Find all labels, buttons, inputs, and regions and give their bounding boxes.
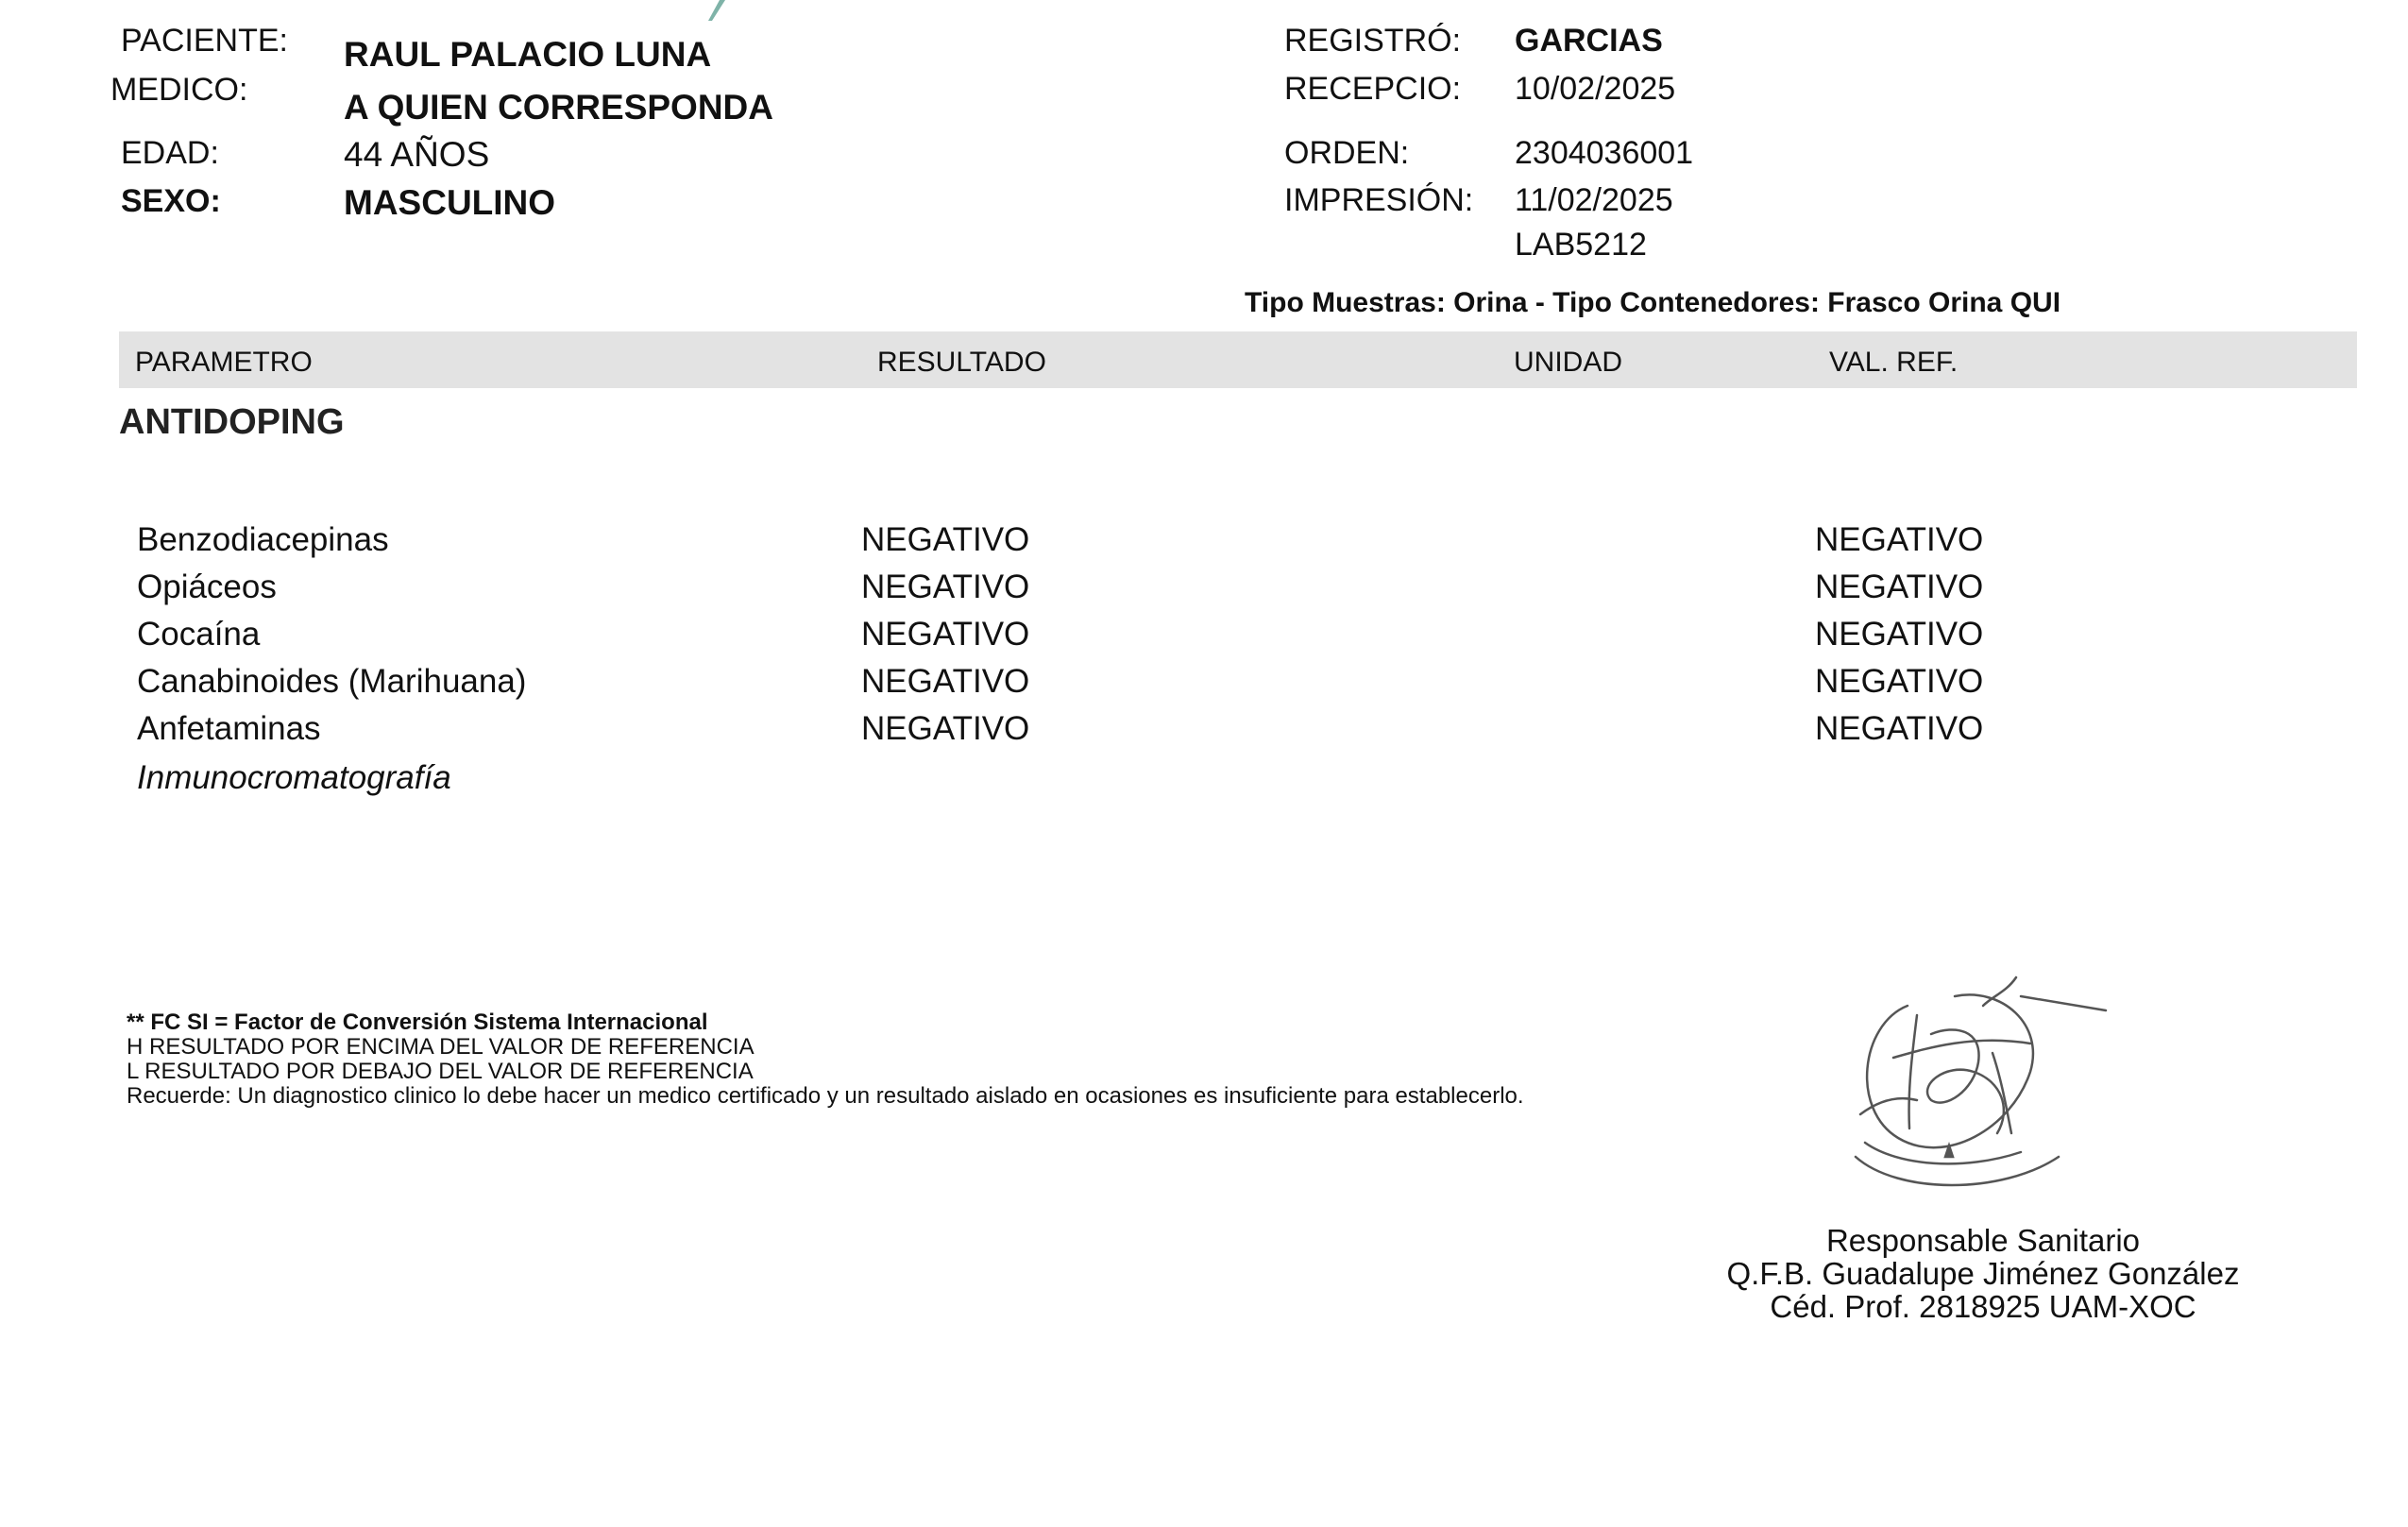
- row-val-ref: NEGATIVO: [1815, 663, 1984, 700]
- responsable-title: Responsable Sanitario: [1825, 1223, 2141, 1258]
- row-parametro: Benzodiacepinas: [137, 521, 389, 558]
- row-resultado: NEGATIVO: [861, 663, 1030, 700]
- sample-info: Tipo Muestras: Orina - Tipo Contenedores: Frasco Orina QUI: [1245, 287, 2061, 318]
- registro-label: REGISTRÓ:: [1284, 23, 1462, 59]
- responsable-license: Céd. Prof. 2818925 UAM-XOC: [1770, 1289, 2196, 1324]
- row-val-ref: NEGATIVO: [1815, 521, 1984, 558]
- paciente-label: PACIENTE:: [121, 23, 288, 59]
- section-title: ANTIDOPING: [119, 402, 345, 442]
- medico-value: A QUIEN CORRESPONDA: [344, 88, 774, 127]
- row-val-ref: NEGATIVO: [1815, 710, 1984, 747]
- note-fc-si: ** FC SI = Factor de Conversión Sistema Internacional: [127, 1010, 708, 1035]
- note-high: H RESULTADO POR ENCIMA DEL VALOR DE REFERENCIA: [127, 1034, 755, 1060]
- footer-notes: [127, 1010, 1524, 1109]
- header-parametro: PARAMETRO: [135, 347, 313, 378]
- responsable-name: Q.F.B. Guadalupe Jiménez González: [1726, 1256, 2240, 1291]
- row-parametro: Cocaína: [137, 616, 261, 653]
- row-parametro: Opiáceos: [137, 568, 277, 605]
- sexo-label: SEXO:: [121, 183, 221, 219]
- table-row: [0, 710, 2408, 757]
- lab-code: LAB5212: [1515, 227, 1647, 263]
- recepcion-value: 10/02/2025: [1515, 71, 1676, 107]
- header-unidad: UNIDAD: [1514, 347, 1623, 378]
- responsable-block: [1681, 1224, 2285, 1323]
- orden-label: ORDEN:: [1284, 135, 1410, 171]
- medico-label: MEDICO:: [110, 72, 248, 108]
- table-row: [0, 568, 2408, 616]
- row-val-ref: NEGATIVO: [1815, 568, 1984, 605]
- signature-image: [1841, 968, 2115, 1199]
- note-disclaimer: Recuerde: Un diagnostico clinico lo debe hacer un medico certificado y un resultado aislado en ocasiones es insuficiente para establecerlo.: [127, 1083, 1524, 1109]
- registro-value: GARCIAS: [1515, 23, 1663, 59]
- impresion-label: IMPRESIÓN:: [1284, 182, 1474, 218]
- sexo-value: MASCULINO: [344, 183, 556, 222]
- row-parametro: Canabinoides (Marihuana): [137, 663, 527, 700]
- header-val-ref: VAL. REF.: [1829, 347, 1959, 378]
- row-val-ref: NEGATIVO: [1815, 616, 1984, 653]
- logo-fragment: [699, 0, 727, 23]
- header-resultado: RESULTADO: [877, 347, 1046, 378]
- table-row: [0, 616, 2408, 663]
- row-resultado: NEGATIVO: [861, 568, 1030, 605]
- table-row: [0, 663, 2408, 710]
- table-header: [119, 331, 2357, 388]
- row-resultado: NEGATIVO: [861, 616, 1030, 653]
- edad-value: 44 AÑOS: [344, 135, 490, 174]
- table-row: [0, 521, 2408, 568]
- note-low: L RESULTADO POR DEBAJO DEL VALOR DE REFERENCIA: [127, 1059, 754, 1084]
- row-resultado: NEGATIVO: [861, 710, 1030, 747]
- orden-value: 2304036001: [1515, 135, 1694, 171]
- impresion-value: 11/02/2025: [1515, 182, 1673, 218]
- row-resultado: NEGATIVO: [861, 521, 1030, 558]
- recepcion-label: RECEPCIO:: [1284, 71, 1462, 107]
- edad-label: EDAD:: [121, 135, 219, 171]
- paciente-value: RAUL PALACIO LUNA: [344, 35, 712, 74]
- row-parametro: Anfetaminas: [137, 710, 321, 747]
- method-note: Inmunocromatografía: [137, 759, 451, 796]
